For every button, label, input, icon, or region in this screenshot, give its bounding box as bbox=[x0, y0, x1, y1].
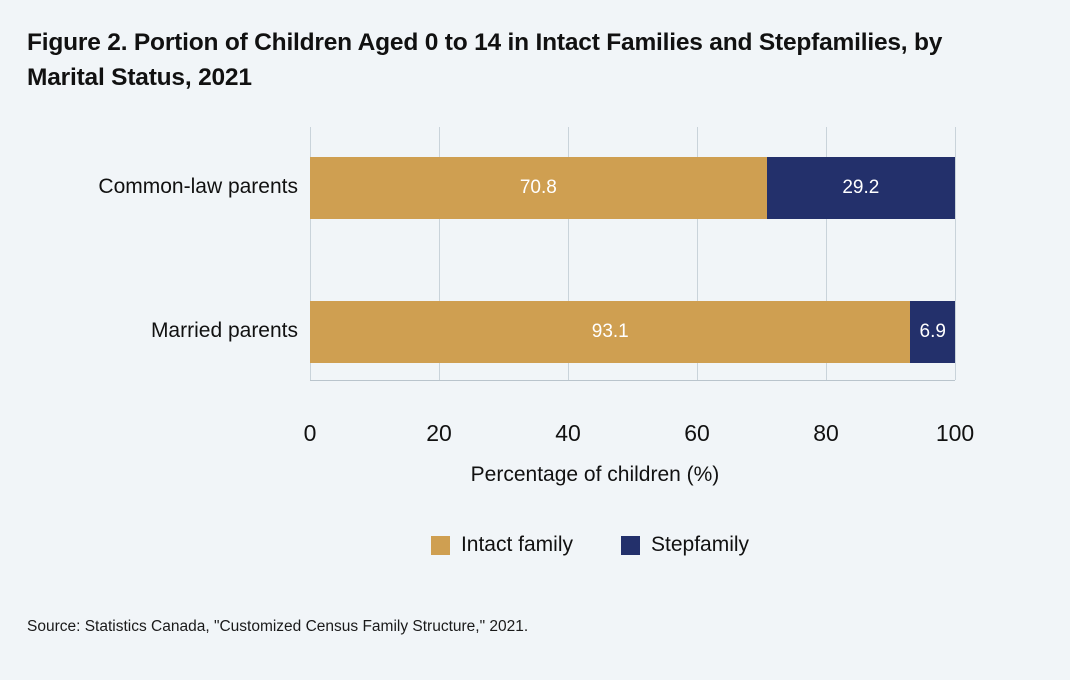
figure-title: Figure 2. Portion of Children Aged 0 to 14 in Intact Families and Stepfamilies, by Marital Status, 2021 bbox=[27, 29, 943, 91]
x-axis-title: Percentage of children (%) bbox=[470, 463, 720, 486]
bar-row bbox=[310, 157, 955, 219]
x-tick-label: 0 bbox=[303, 420, 317, 446]
category-label-common-law: Common-law parents bbox=[98, 175, 298, 198]
legend-swatch-icon bbox=[621, 536, 640, 555]
x-tick-label: 80 bbox=[813, 420, 839, 446]
bar-value-label: 70.8 bbox=[519, 177, 557, 198]
category-label-married: Married parents bbox=[150, 319, 298, 342]
bar-segment-stepfamily[interactable] bbox=[910, 301, 955, 363]
bar-value-label: 93.1 bbox=[591, 321, 629, 342]
legend-item-intact-family[interactable] bbox=[431, 533, 573, 557]
bar-value-label: 6.9 bbox=[919, 321, 946, 342]
source-note: Source: Statistics Canada, "Customized Census Family Structure," 2021. bbox=[27, 618, 529, 635]
x-tick-label: 40 bbox=[555, 420, 581, 446]
x-tick-label: 60 bbox=[684, 420, 710, 446]
plot-area bbox=[310, 127, 955, 380]
legend-label: Stepfamily bbox=[651, 533, 750, 556]
legend-item-stepfamily[interactable] bbox=[621, 533, 749, 557]
bar-value-label: 29.2 bbox=[842, 177, 880, 198]
bar-segment-stepfamily[interactable] bbox=[767, 157, 955, 219]
bar-segment-intact[interactable] bbox=[310, 301, 910, 363]
x-tick-label: 100 bbox=[935, 420, 975, 446]
bar-row bbox=[310, 301, 955, 363]
x-axis-line bbox=[310, 380, 955, 381]
x-tick-label: 20 bbox=[426, 420, 452, 446]
gridline bbox=[955, 127, 956, 380]
legend-swatch-icon bbox=[431, 536, 450, 555]
bar-segment-intact[interactable] bbox=[310, 157, 767, 219]
chart-legend bbox=[0, 533, 1070, 557]
legend-label: Intact family bbox=[460, 533, 573, 556]
